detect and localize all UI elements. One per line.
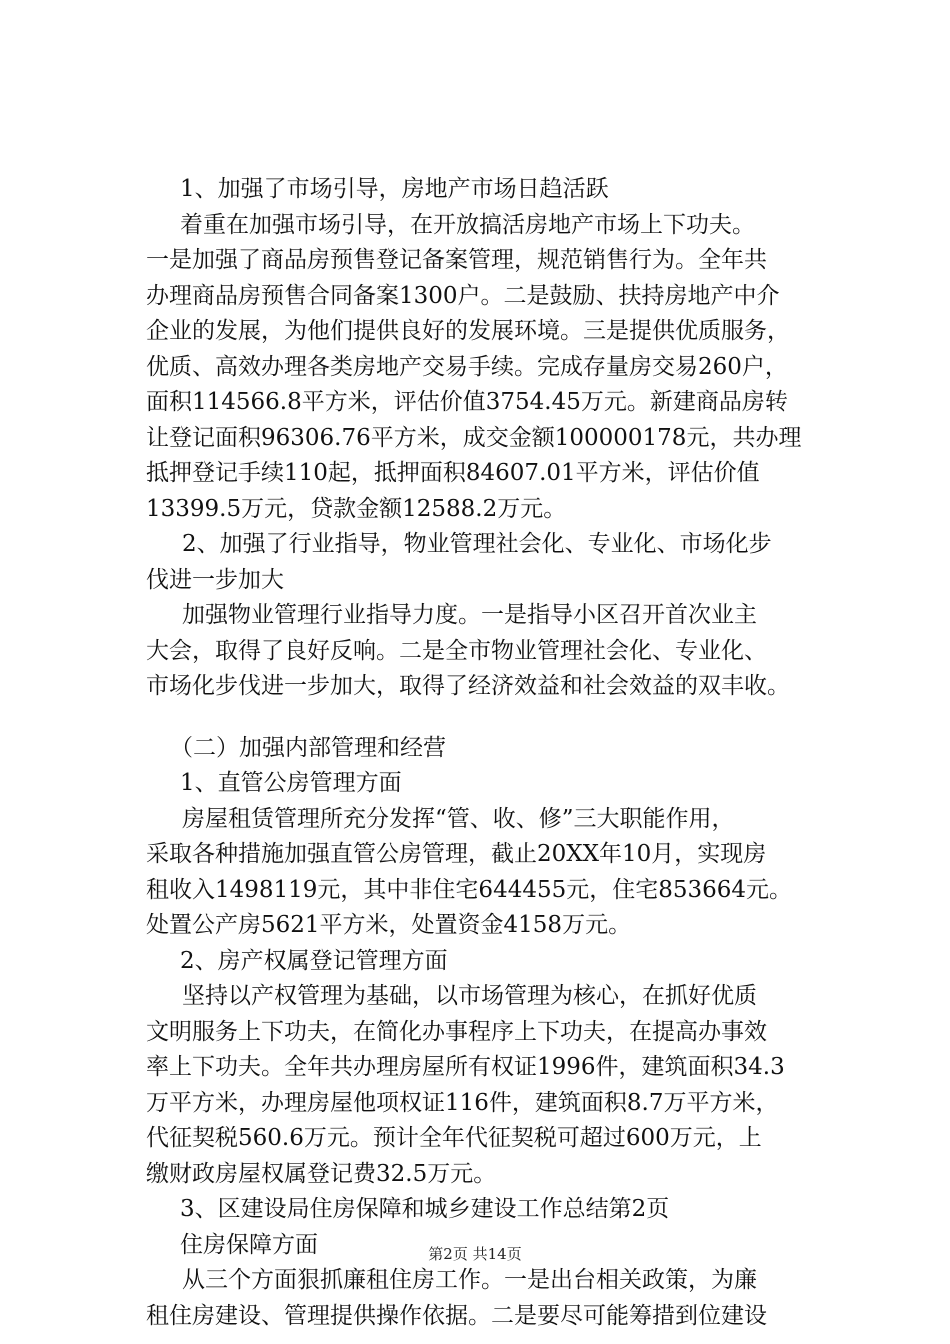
paragraph-line: 处置公产房5621平方米，处置资金4158万元。 <box>146 912 632 938</box>
subheading-housing-security: 3、区建设局住房保障和城乡建设工作总结第2页 <box>180 1196 670 1222</box>
paragraph-line: 坚持以产权管理为基础，以市场管理为核心，在抓好优质 <box>182 983 757 1009</box>
paragraph-line: 从三个方面狠抓廉租住房工作。一是出台相关政策，为廉 <box>182 1267 757 1293</box>
paragraph-line: 面积114566.8平方米，评估价值3754.45万元。新建商品房转 <box>146 389 788 415</box>
page-footer: 第2页 共14页 <box>428 1245 522 1263</box>
paragraph-line: 一是加强了商品房预售登记备案管理，规范销售行为。全年共 <box>146 247 767 273</box>
subheading-continuation: 伐进一步加大 <box>146 566 284 593</box>
paragraph-line: 办理商品房预售合同备案1300户。二是鼓励、扶持房地产中介 <box>146 282 780 309</box>
paragraph-line: 抵押登记手续110起，抵押面积84607.01平方米，评估价值 <box>146 460 760 486</box>
paragraph-line: 让登记面积96306.76平方米，成交金额100000178元，共办理 <box>146 424 802 451</box>
paragraph-line: 采取各种措施加强直管公房管理，截止20XX年10月，实现房 <box>146 841 767 867</box>
section-gap <box>146 705 862 731</box>
paragraph-line: 代征契税560.6万元。预计全年代征契税可超过600万元，上 <box>146 1125 762 1151</box>
paragraph-line: 万平方米，办理房屋他项权证116件，建筑面积8.7万平方米， <box>146 1089 779 1116</box>
subheading-industry-guidance: 2、加强了行业指导，物业管理社会化、专业化、市场化步 <box>182 531 772 557</box>
paragraph-line: 房屋租赁管理所充分发挥“管、收、修”三大职能作用， <box>182 805 735 832</box>
paragraph-line: 着重在加强市场引导，在开放搞活房地产市场上下功夫。 <box>180 211 755 238</box>
paragraph-line: 优质、高效办理各类房地产交易手续。完成存量房交易260户， <box>146 353 788 380</box>
subheading-property-registration: 2、房产权属登记管理方面 <box>180 947 448 974</box>
paragraph-line: 缴财政房屋权属登记费32.5万元。 <box>146 1160 497 1187</box>
paragraph-line: 租收入1498119元，其中非住宅644455元，住宅853664元。 <box>146 876 793 903</box>
section-heading-internal-management: （二）加强内部管理和经营 <box>170 734 446 761</box>
subheading-public-housing: 1、直管公房管理方面 <box>180 770 402 796</box>
paragraph-line: 大会，取得了良好反响。二是全市物业管理社会化、专业化、 <box>146 637 767 664</box>
subheading-continuation: 住房保障方面 <box>180 1231 318 1258</box>
subheading-market-guidance: 1、加强了市场引导，房地产市场日趋活跃 <box>180 176 609 202</box>
paragraph-line: 文明服务上下功夫，在简化办事程序上下功夫，在提高办事效 <box>146 1018 767 1045</box>
paragraph-line: 企业的发展，为他们提供良好的发展环境。三是提供优质服务， <box>146 318 790 344</box>
paragraph-line: 13399.5万元，贷款金额12588.2万元。 <box>146 495 567 522</box>
paragraph-line: 租住房建设、管理提供操作依据。二是要尽可能筹措到位建设 <box>146 1302 767 1329</box>
document-body <box>146 172 862 1334</box>
paragraph-line: 加强物业管理行业指导力度。一是指导小区召开首次业主 <box>182 602 757 628</box>
paragraph-line: 率上下功夫。全年共办理房屋所有权证1996件，建筑面积34.3 <box>146 1054 785 1080</box>
paragraph-line: 市场化步伐进一步加大，取得了经济效益和社会效益的双丰收。 <box>146 673 790 699</box>
